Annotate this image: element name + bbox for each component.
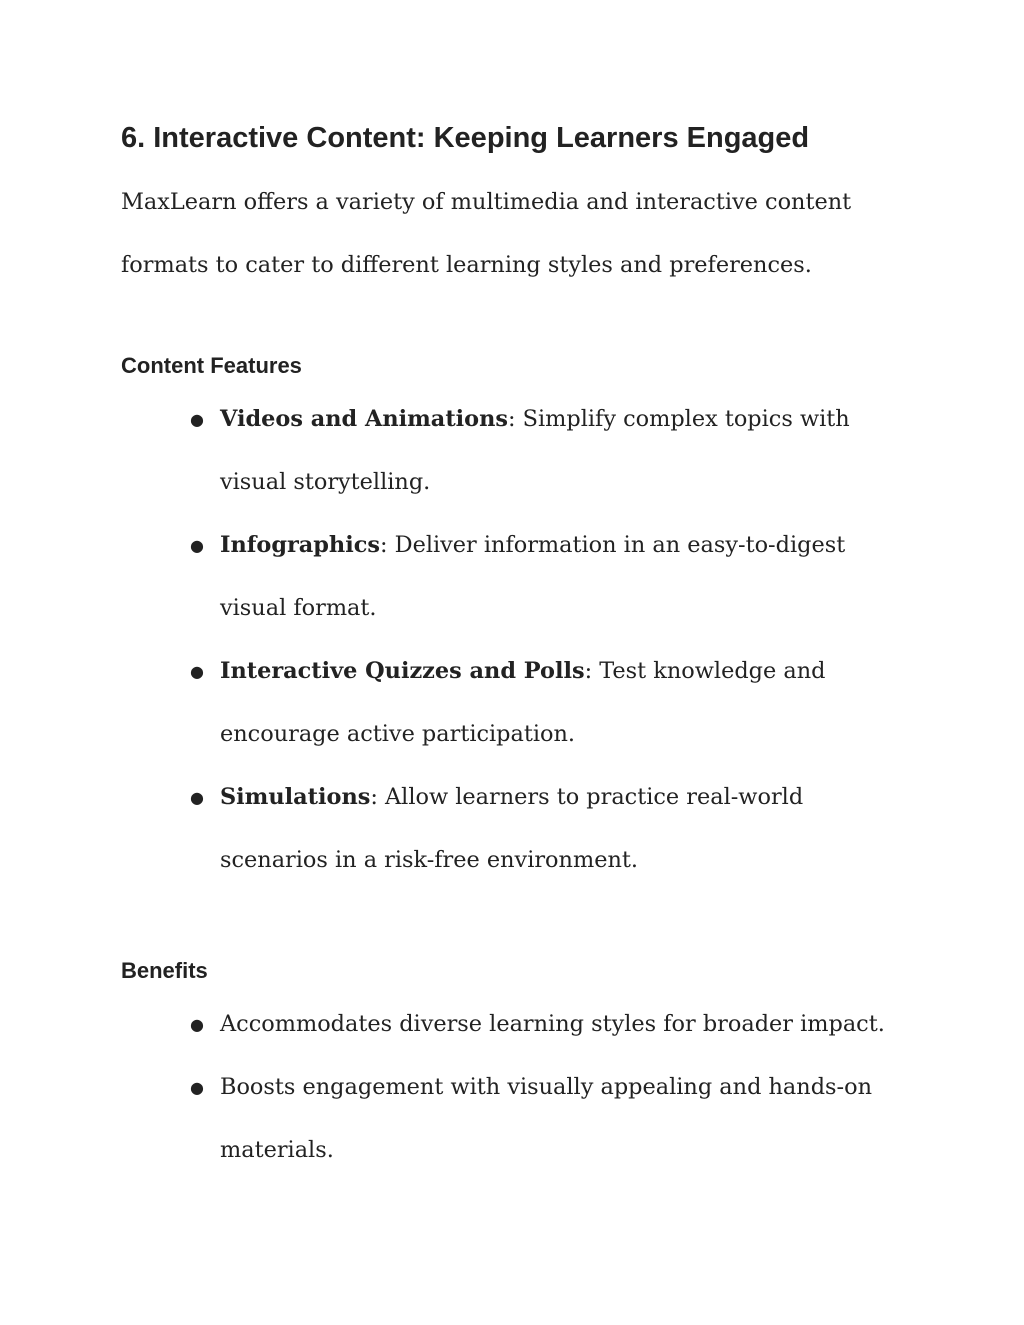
feature-description: : Simplify complex topics with visual storytelling. xyxy=(220,406,850,495)
list-item xyxy=(121,388,911,514)
benefits-list xyxy=(121,993,911,1182)
bullet-icon: ● xyxy=(190,662,204,681)
list-item xyxy=(121,514,911,640)
feature-term: Simulations xyxy=(220,784,371,810)
intro-paragraph: MaxLearn offers a variety of multimedia and interactive content formats to cater to different learning styles and preferences. xyxy=(121,189,852,278)
benefit-text: Boosts engagement with visually appealing and hands-on materials. xyxy=(220,1074,872,1163)
benefit-text: Accommodates diverse learning styles for broader impact. xyxy=(220,1011,885,1037)
list-item xyxy=(121,640,911,766)
bullet-icon: ● xyxy=(190,788,204,807)
bullet-icon: ● xyxy=(190,1078,204,1097)
bullet-icon: ● xyxy=(190,410,204,429)
list-item xyxy=(121,1056,911,1182)
bullet-icon: ● xyxy=(190,536,204,555)
content-features-list xyxy=(121,388,911,892)
content-features-heading: Content Features xyxy=(121,353,302,378)
benefits-heading: Benefits xyxy=(121,958,208,983)
feature-term: Infographics xyxy=(220,532,380,558)
section-title: 6. Interactive Content: Keeping Learners Engaged xyxy=(121,122,810,154)
list-item xyxy=(121,993,911,1056)
feature-term: Videos and Animations xyxy=(220,406,508,432)
feature-description: : Deliver information in an easy-to-digest visual format. xyxy=(220,532,846,621)
feature-term: Interactive Quizzes and Polls xyxy=(220,658,585,684)
feature-description: : Test knowledge and encourage active participation. xyxy=(220,658,826,747)
feature-description: : Allow learners to practice real-world scenarios in a risk-free environment. xyxy=(220,784,804,873)
list-item xyxy=(121,766,911,892)
bullet-icon: ● xyxy=(190,1015,204,1034)
